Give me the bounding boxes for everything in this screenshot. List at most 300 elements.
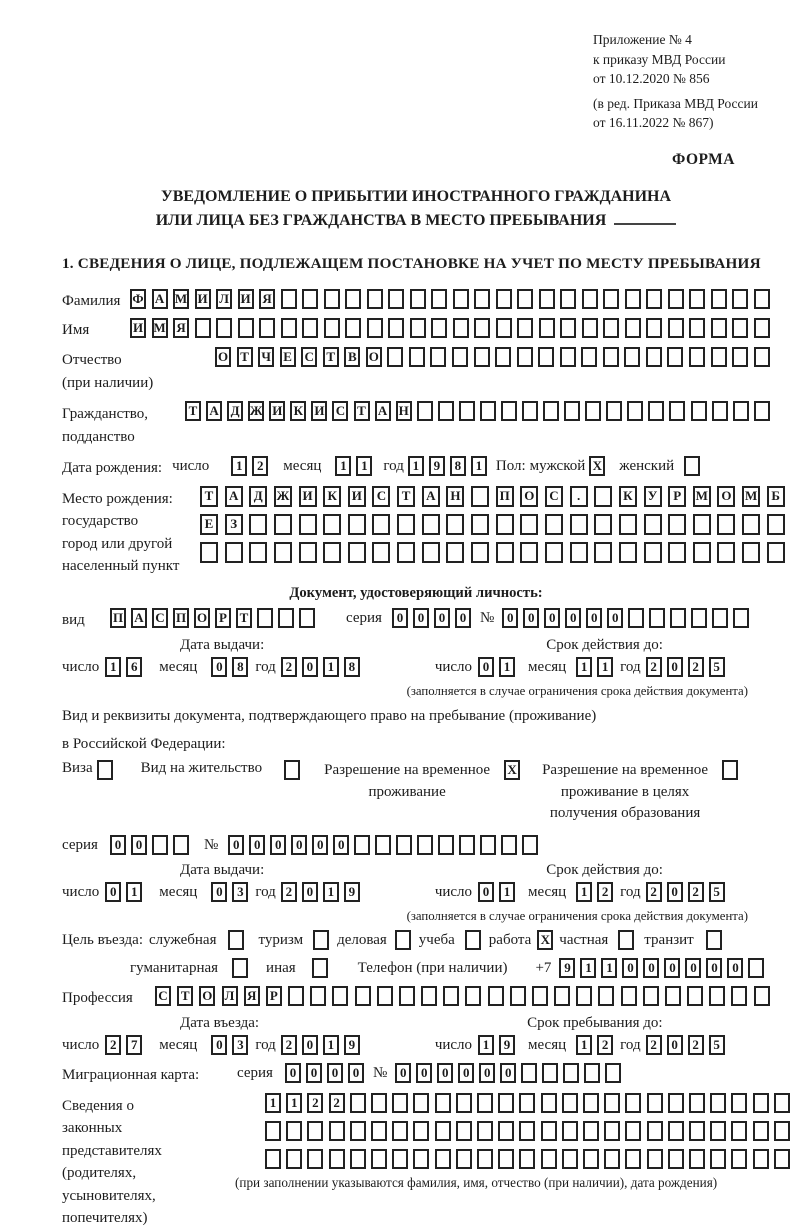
char-cell: [238, 318, 254, 338]
char-cell: Л: [216, 289, 232, 309]
char-cell: [520, 514, 538, 535]
char-cell: 1: [478, 1035, 494, 1055]
resdoc-issue-day-cells: [105, 882, 147, 902]
char-cell: [299, 608, 315, 628]
char-cell: 0: [667, 1035, 683, 1055]
birthplace-row: [62, 486, 781, 578]
char-cell: [371, 1093, 387, 1113]
migration-card-label: Миграционная карта:: [62, 1067, 200, 1084]
char-cell: [585, 401, 601, 421]
char-cell: [456, 1121, 472, 1141]
char-cell: [431, 318, 447, 338]
char-cell: [684, 456, 700, 476]
char-cell: [431, 289, 447, 309]
char-cell: [519, 1093, 535, 1113]
char-cell: [288, 986, 304, 1006]
purpose-opt-label: частная: [559, 931, 609, 948]
char-cell: [200, 542, 218, 563]
appendix-line: от 10.12.2020 № 856: [593, 71, 710, 87]
issue-year-label: год: [255, 658, 276, 675]
char-cell: [563, 1063, 579, 1083]
char-cell: [767, 542, 785, 563]
char-cell: [257, 608, 273, 628]
stay-year-cells: [646, 1035, 730, 1055]
char-cell: [668, 289, 684, 309]
char-cell: [647, 1149, 663, 1169]
char-cell: [753, 1121, 769, 1141]
char-cell: [387, 347, 403, 367]
char-cell: [355, 986, 371, 1006]
char-cell: [371, 1149, 387, 1169]
char-cell: [691, 608, 707, 628]
char-cell: [521, 1063, 537, 1083]
char-cell: Т: [237, 347, 253, 367]
char-cell: [753, 1093, 769, 1113]
phone-cells: [559, 958, 769, 978]
char-cell: [367, 318, 383, 338]
entry-year-label: год: [255, 1037, 276, 1054]
char-cell: [668, 318, 684, 338]
char-cell: [522, 835, 538, 855]
title-blank-underline: [614, 211, 676, 225]
purpose-opt-label: деловая: [337, 931, 387, 948]
char-cell: [689, 1093, 705, 1113]
char-cell: 0: [312, 835, 328, 855]
char-cell: 0: [667, 882, 683, 902]
char-cell: 1: [601, 958, 617, 978]
char-cell: [774, 1093, 790, 1113]
char-cell: [453, 318, 469, 338]
char-cell: 8: [232, 657, 248, 677]
expiry-day-label: число: [434, 658, 473, 675]
char-cell: 1: [105, 657, 121, 677]
char-cell: [348, 542, 366, 563]
char-cell: [669, 401, 685, 421]
char-cell: [329, 1149, 345, 1169]
char-cell: [345, 318, 361, 338]
char-cell: 0: [523, 608, 539, 628]
char-cell: [152, 835, 168, 855]
char-cell: [689, 1121, 705, 1141]
representatives-label: Сведения о законных представителях (родителях, усыновителях, попечителях): [62, 1097, 162, 1227]
birthplace-cells-row2: [200, 514, 785, 535]
char-cell: 0: [622, 958, 638, 978]
char-cell: И: [299, 486, 317, 507]
char-cell: С: [545, 486, 563, 507]
char-cell: [706, 930, 722, 950]
char-cell: X: [589, 456, 605, 476]
char-cell: [278, 608, 294, 628]
doc-number-label: №: [479, 609, 495, 626]
char-cell: [668, 1121, 684, 1141]
char-cell: 0: [685, 958, 701, 978]
birthplace-cells-row1: [200, 486, 785, 507]
profession-label: Профессия: [62, 990, 133, 1007]
char-cell: [459, 401, 475, 421]
char-cell: .: [570, 486, 588, 507]
char-cell: [541, 1149, 557, 1169]
char-cell: [605, 1063, 621, 1083]
char-cell: [732, 289, 748, 309]
char-cell: [754, 318, 770, 338]
char-cell: З: [225, 514, 243, 535]
char-cell: [619, 514, 637, 535]
char-cell: 2: [688, 1035, 704, 1055]
char-cell: [731, 986, 747, 1006]
char-cell: 9: [344, 1035, 360, 1055]
entry-year-cells: [281, 1035, 365, 1055]
resdoc-intro-2: в Российской Федерации:: [62, 736, 226, 753]
char-cell: [754, 401, 770, 421]
char-cell: [286, 1149, 302, 1169]
representatives-cells-row1: [265, 1093, 790, 1113]
char-cell: [435, 1149, 451, 1169]
stay-until-title: Срок пребывания до:: [527, 1015, 663, 1032]
char-cell: [372, 514, 390, 535]
char-cell: X: [537, 930, 553, 950]
stay-year-label: год: [620, 1037, 641, 1054]
char-cell: [228, 930, 244, 950]
char-cell: 1: [286, 1093, 302, 1113]
iddoc-expiry-note: (заполняется в случае ограничения срока действия документа): [406, 683, 748, 698]
char-cell: [417, 401, 433, 421]
char-cell: [310, 986, 326, 1006]
char-cell: 2: [646, 1035, 662, 1055]
patronymic-label: Отчество (при наличии): [62, 352, 154, 391]
char-cell: [496, 289, 512, 309]
char-cell: [302, 318, 318, 338]
char-cell: [488, 986, 504, 1006]
char-cell: [542, 1063, 558, 1083]
char-cell: 2: [329, 1093, 345, 1113]
birthdate-day-cells: [231, 456, 273, 476]
char-cell: 1: [471, 456, 487, 476]
visa-checkbox: [97, 760, 113, 780]
char-cell: [570, 542, 588, 563]
char-cell: [543, 401, 559, 421]
char-cell: 0: [327, 1063, 343, 1083]
birthdate-row: [62, 456, 770, 478]
resdoc-expiry-title: Срок действия до:: [546, 862, 663, 879]
char-cell: [367, 289, 383, 309]
char-cell: 1: [408, 456, 424, 476]
char-cell: [647, 1093, 663, 1113]
char-cell: [422, 514, 440, 535]
char-cell: [465, 930, 481, 950]
char-cell: [417, 835, 433, 855]
char-cell: [350, 1121, 366, 1141]
stay-month-cells: [576, 1035, 618, 1055]
char-cell: 0: [392, 608, 408, 628]
char-cell: Н: [446, 486, 464, 507]
char-cell: [446, 514, 464, 535]
char-cell: [625, 1093, 641, 1113]
char-cell: [560, 289, 576, 309]
char-cell: [539, 318, 555, 338]
char-cell: [603, 318, 619, 338]
char-cell: [691, 401, 707, 421]
char-cell: [753, 1149, 769, 1169]
char-cell: П: [496, 486, 514, 507]
char-cell: [350, 1149, 366, 1169]
char-cell: [711, 318, 727, 338]
char-cell: [329, 1121, 345, 1141]
char-cell: 9: [499, 1035, 515, 1055]
char-cell: 2: [105, 1035, 121, 1055]
char-cell: [299, 514, 317, 535]
char-cell: [498, 1093, 514, 1113]
migcard-number-label: №: [372, 1065, 388, 1082]
char-cell: Р: [668, 486, 686, 507]
resdoc-number-label: №: [203, 837, 219, 854]
char-cell: 0: [500, 1063, 516, 1083]
char-cell: [774, 1149, 790, 1169]
char-cell: [604, 1093, 620, 1113]
resdoc-intro-1: Вид и реквизиты документа, подтверждающего право на пребывание (проживание): [62, 707, 597, 724]
purpose-study-checkbox: [465, 930, 481, 950]
char-cell: [324, 289, 340, 309]
char-cell: 9: [559, 958, 575, 978]
char-cell: О: [717, 486, 735, 507]
char-cell: [410, 289, 426, 309]
char-cell: [532, 986, 548, 1006]
char-cell: Д: [227, 401, 243, 421]
char-cell: [435, 1121, 451, 1141]
stay-day-label: число: [434, 1037, 473, 1054]
char-cell: С: [152, 608, 168, 628]
char-cell: [477, 1093, 493, 1113]
char-cell: [97, 760, 113, 780]
char-cell: М: [742, 486, 760, 507]
char-cell: 0: [586, 608, 602, 628]
purpose-business-checkbox: [395, 930, 411, 950]
char-cell: [195, 318, 211, 338]
char-cell: [388, 318, 404, 338]
char-cell: Н: [396, 401, 412, 421]
representatives-note: (при заполнении указываются фамилия, имя, отчество (при наличии), дата рождения): [235, 1174, 718, 1190]
appendix-line: к приказу МВД России: [593, 51, 726, 67]
char-cell: [668, 514, 686, 535]
char-cell: [323, 542, 341, 563]
char-cell: О: [215, 347, 231, 367]
purpose-official-checkbox: [228, 930, 244, 950]
char-cell: [413, 1121, 429, 1141]
char-cell: 1: [335, 456, 351, 476]
char-cell: Т: [323, 347, 339, 367]
appendix-reference: [593, 30, 770, 133]
char-cell: 0: [270, 835, 286, 855]
char-cell: [399, 986, 415, 1006]
char-cell: Я: [173, 318, 189, 338]
char-cell: П: [173, 608, 189, 628]
char-cell: У: [644, 486, 662, 507]
profession-cells: [155, 986, 770, 1006]
char-cell: [265, 1149, 281, 1169]
char-cell: [731, 1149, 747, 1169]
char-cell: [465, 986, 481, 1006]
char-cell: А: [225, 486, 243, 507]
char-cell: 0: [211, 657, 227, 677]
char-cell: [232, 958, 248, 978]
char-cell: [742, 514, 760, 535]
char-cell: Ж: [248, 401, 264, 421]
char-cell: 5: [709, 657, 725, 677]
char-cell: [644, 542, 662, 563]
char-cell: [562, 1093, 578, 1113]
char-cell: [665, 986, 681, 1006]
char-cell: Я: [244, 986, 260, 1006]
char-cell: 0: [348, 1063, 364, 1083]
char-cell: И: [311, 401, 327, 421]
char-cell: [477, 1121, 493, 1141]
phone-prefix: +7: [535, 959, 552, 976]
char-cell: [583, 1149, 599, 1169]
iddoc-issue-title: Дата выдачи:: [180, 636, 265, 653]
char-cell: [754, 986, 770, 1006]
char-cell: 0: [228, 835, 244, 855]
expiry-month-label: месяц: [528, 658, 567, 675]
representatives-cells-row2: [265, 1121, 790, 1141]
char-cell: [216, 318, 232, 338]
char-cell: К: [290, 401, 306, 421]
surname-cells: [130, 289, 770, 309]
temp-permit-checkbox: [504, 760, 520, 780]
doc-type-label: вид: [62, 611, 85, 628]
edu-permit-label: Разрешение на временное проживание в целях получения образования: [542, 761, 709, 822]
char-cell: [710, 1149, 726, 1169]
temp-permit-label: Разрешение на временное проживание: [324, 761, 491, 800]
char-cell: [687, 986, 703, 1006]
char-cell: [259, 318, 275, 338]
char-cell: О: [520, 486, 538, 507]
purpose-opt-label: работа: [488, 931, 532, 948]
char-cell: Б: [767, 486, 785, 507]
char-cell: [517, 318, 533, 338]
char-cell: [625, 289, 641, 309]
char-cell: И: [195, 289, 211, 309]
issue-day-label: число: [62, 658, 100, 675]
char-cell: 3: [232, 882, 248, 902]
char-cell: 0: [607, 608, 623, 628]
char-cell: Я: [259, 289, 275, 309]
char-cell: [625, 318, 641, 338]
char-cell: [392, 1149, 408, 1169]
char-cell: 0: [565, 608, 581, 628]
purpose-private-checkbox: [618, 930, 634, 950]
doc-number-cells: [502, 608, 754, 628]
char-cell: 1: [323, 1035, 339, 1055]
char-cell: [281, 289, 297, 309]
char-cell: 0: [667, 657, 683, 677]
char-cell: 2: [688, 882, 704, 902]
char-cell: [307, 1149, 323, 1169]
char-cell: 2: [597, 1035, 613, 1055]
firstname-label: Имя: [62, 322, 90, 339]
char-cell: [435, 1093, 451, 1113]
migration-card-row: [62, 1063, 770, 1085]
char-cell: [767, 514, 785, 535]
purpose-other-checkbox: [312, 958, 328, 978]
stay-month-label: месяц: [528, 1037, 567, 1054]
char-cell: 0: [131, 835, 147, 855]
expiry-year-label: год: [620, 658, 641, 675]
migcard-series-cells: [285, 1063, 369, 1083]
resdoc-issue-day-label: число: [62, 884, 100, 901]
resdoc-expiry-note: (заполняется в случае ограничения срока действия документа): [406, 909, 748, 924]
resdoc-issue-year-cells: [281, 882, 365, 902]
sex-male-label: мужской: [529, 458, 586, 475]
issue-year-cells: [281, 657, 365, 677]
char-cell: 1: [323, 657, 339, 677]
representatives-cells-block: [235, 1093, 790, 1191]
char-cell: [474, 289, 490, 309]
citizenship-cells: [185, 401, 770, 421]
char-cell: П: [110, 608, 126, 628]
char-cell: [372, 542, 390, 563]
char-cell: [471, 514, 489, 535]
char-cell: [742, 542, 760, 563]
char-cell: [754, 347, 770, 367]
char-cell: [452, 347, 468, 367]
char-cell: [582, 318, 598, 338]
char-cell: Т: [236, 608, 252, 628]
char-cell: 0: [544, 608, 560, 628]
char-cell: 1: [576, 1035, 592, 1055]
doc-type-cells: [110, 608, 320, 628]
purpose-work-checkbox: [537, 930, 553, 950]
char-cell: Д: [249, 486, 267, 507]
char-cell: 1: [265, 1093, 281, 1113]
char-cell: К: [323, 486, 341, 507]
sex-female-label: женский: [619, 458, 675, 475]
char-cell: 2: [646, 657, 662, 677]
char-cell: [564, 401, 580, 421]
char-cell: [693, 514, 711, 535]
entry-date-title: Дата въезда:: [180, 1015, 260, 1032]
char-cell: 0: [416, 1063, 432, 1083]
char-cell: [583, 1121, 599, 1141]
char-cell: [689, 1149, 705, 1169]
char-cell: [498, 1121, 514, 1141]
representatives-cells-row3: [265, 1149, 790, 1169]
char-cell: 0: [285, 1063, 301, 1083]
resdoc-expiry-day-cells: [478, 882, 520, 902]
document-title: [62, 185, 770, 233]
issue-day-cells: [105, 657, 147, 677]
resdoc-expiry-year-cells: [646, 882, 730, 902]
char-cell: [582, 289, 598, 309]
expiry-year-cells: [646, 657, 730, 677]
char-cell: [545, 514, 563, 535]
char-cell: [395, 930, 411, 950]
purpose-opt-label: иная: [266, 959, 296, 976]
char-cell: [522, 401, 538, 421]
expiry-month-cells: [576, 657, 618, 677]
char-cell: Ф: [130, 289, 146, 309]
char-cell: 2: [688, 657, 704, 677]
char-cell: [539, 289, 555, 309]
patronymic-row: [62, 347, 770, 394]
char-cell: [498, 1149, 514, 1169]
char-cell: [274, 514, 292, 535]
char-cell: [312, 958, 328, 978]
char-cell: [438, 401, 454, 421]
char-cell: 1: [597, 657, 613, 677]
char-cell: [717, 514, 735, 535]
char-cell: 9: [429, 456, 445, 476]
char-cell: [459, 835, 475, 855]
char-cell: [710, 1093, 726, 1113]
